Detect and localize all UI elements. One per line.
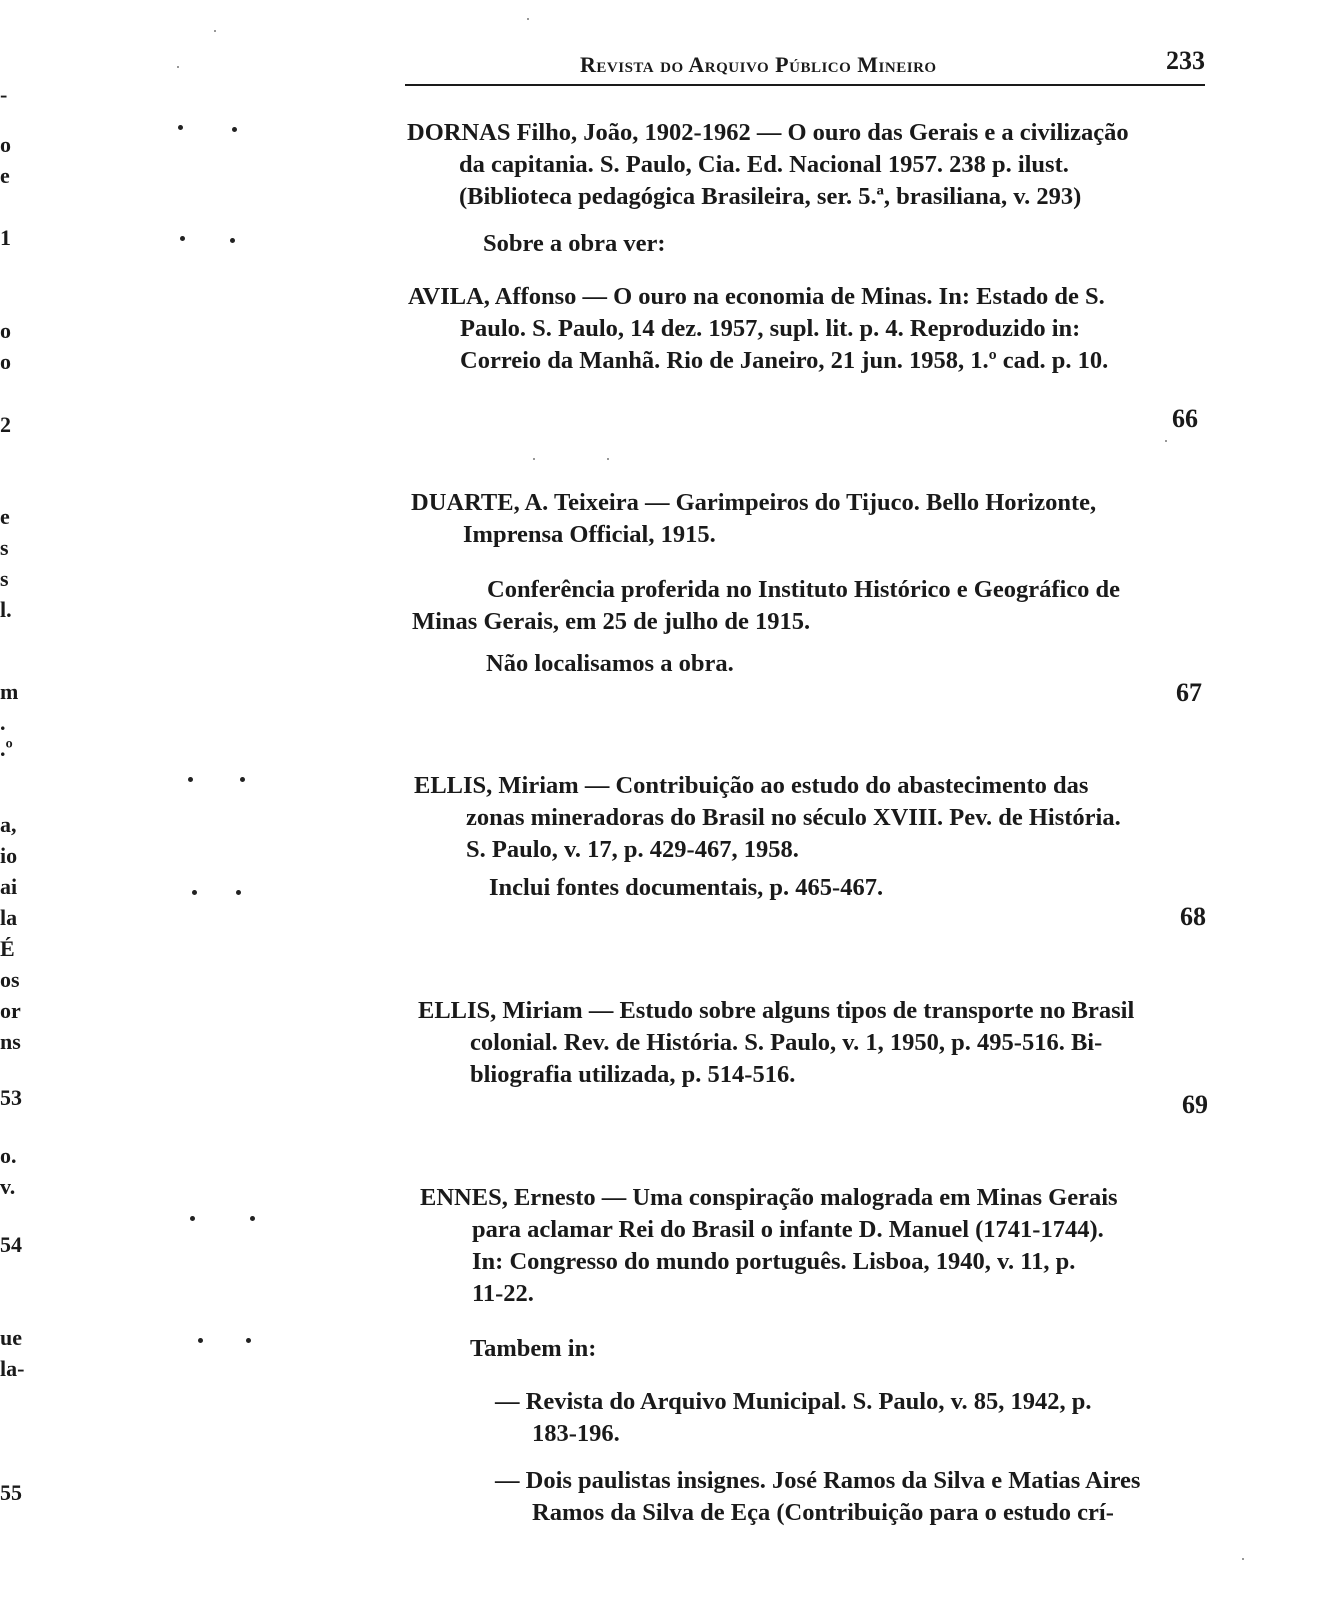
bibliography-entry	[420, 1182, 1118, 1310]
scan-dot	[232, 127, 237, 132]
scan-speck	[214, 30, 216, 32]
margin-fragment: a,	[0, 812, 17, 837]
scan-dot	[190, 1216, 195, 1221]
entry-number: 67	[1176, 678, 1202, 707]
margin-fragment: 55	[0, 1480, 22, 1505]
scan-speck	[177, 66, 179, 68]
entry-line: da capitania. S. Paulo, Cia. Ed. Nacional 1957. 238 p. ilust.	[459, 151, 1069, 178]
bibliography-entry	[414, 770, 1121, 866]
entry-line: (Biblioteca pedagógica Brasileira, ser. 5.ª, brasiliana, v. 293)	[459, 183, 1082, 210]
entry-line: para aclamar Rei do Brasil o infante D. Manuel (1741-1744).	[472, 1216, 1104, 1243]
scan-speck	[527, 18, 529, 20]
scan-dot	[246, 1338, 251, 1343]
margin-fragment: e	[0, 504, 10, 529]
margin-fragment: 54	[0, 1232, 22, 1257]
scan-speck	[1165, 440, 1167, 442]
bibliography-entry	[408, 281, 1108, 377]
margin-fragment: la	[0, 905, 18, 930]
entry-line: 11-22.	[472, 1280, 534, 1307]
margin-fragment: s	[0, 566, 9, 591]
entry-line: Paulo. S. Paulo, 14 dez. 1957, supl. lit. p. 4. Reproduzido in:	[460, 315, 1081, 342]
bibliography-entry	[418, 995, 1134, 1091]
margin-fragment: o	[0, 132, 11, 157]
scan-speck	[533, 458, 535, 460]
entry-note: Não localisamos a obra.	[486, 650, 734, 677]
margin-fragment: 53	[0, 1085, 22, 1110]
entry-line: ENNES, Ernesto — Uma conspiração malograda em Minas Gerais	[420, 1184, 1118, 1211]
entry-number: 66	[1172, 404, 1198, 433]
entry-number: 68	[1180, 902, 1206, 931]
sub-item	[495, 1386, 1092, 1450]
running-header	[405, 44, 1205, 88]
margin-fragment: ai	[0, 874, 18, 899]
entry-line: Imprensa Official, 1915.	[463, 521, 716, 548]
header-rule	[405, 84, 1205, 86]
scan-dot	[250, 1216, 255, 1221]
margin-fragment: .º	[0, 736, 13, 761]
margin-fragment: io	[0, 843, 18, 868]
margin-fragment: 1	[0, 225, 11, 250]
entry-note: Conferência proferida no Instituto Histórico e Geográfico de	[487, 576, 1121, 603]
scan-dot	[236, 890, 241, 895]
scan-dot	[192, 890, 197, 895]
margin-fragment: m	[0, 679, 19, 704]
entry-line: In: Congresso do mundo português. Lisboa, 1940, v. 11, p.	[472, 1248, 1076, 1275]
scan-speck	[1242, 1558, 1244, 1560]
entry-line: zonas mineradoras do Brasil no século XVIII. Pev. de História.	[466, 804, 1121, 831]
entry-line: DUARTE, A. Teixeira — Garimpeiros do Tijuco. Bello Horizonte,	[411, 489, 1097, 516]
entry-line: S. Paulo, v. 17, p. 429-467, 1958.	[466, 836, 799, 863]
entry-note: Inclui fontes documentais, p. 465-467.	[489, 874, 884, 901]
scan-dot	[198, 1338, 203, 1343]
scan-dot	[180, 236, 185, 241]
margin-fragment: ns	[0, 1029, 21, 1054]
margin-fragment: s	[0, 535, 9, 560]
entry-line: Correio da Manhã. Rio de Janeiro, 21 jun. 1958, 1.º cad. p. 10.	[460, 347, 1109, 374]
entry-line: colonial. Rev. de História. S. Paulo, v. 1, 1950, p. 495-516. Bi-	[470, 1029, 1103, 1056]
margin-fragment: .	[0, 710, 6, 735]
page-number: 233	[1166, 46, 1205, 75]
margin-fragment: ue	[0, 1325, 22, 1350]
scan-dot	[178, 125, 183, 130]
margin-fragment: o	[0, 349, 11, 374]
margin-fragment: 2	[0, 412, 11, 437]
margin-fragment: e	[0, 163, 10, 188]
entry-line: bliografia utilizada, p. 514-516.	[470, 1061, 796, 1088]
margin-fragment: la-	[0, 1356, 25, 1381]
margin-fragment: l.	[0, 597, 12, 622]
scan-dot	[230, 238, 235, 243]
margin-fragment: -	[0, 82, 8, 107]
entry-note: Tambem in:	[470, 1335, 597, 1362]
scan-dot	[188, 777, 193, 782]
margin-fragment: É	[0, 936, 15, 961]
entry-line: ELLIS, Miriam — Contribuição ao estudo do abastecimento das	[414, 772, 1089, 799]
entry-line: ELLIS, Miriam — Estudo sobre alguns tipos de transporte no Brasil	[418, 997, 1135, 1024]
scan-dot	[240, 777, 245, 782]
entry-note: Minas Gerais, em 25 de julho de 1915.	[412, 608, 811, 635]
entry-line: DORNAS Filho, João, 1902-1962 — O ouro das Gerais e a civilização	[407, 119, 1129, 146]
margin-fragment: os	[0, 967, 20, 992]
entry-note: Sobre a obra ver:	[483, 230, 666, 257]
sub-item-line: Ramos da Silva de Eça (Contribuição para o estudo crí-	[532, 1499, 1114, 1526]
journal-title: Revista do Arquivo Público Mineiro	[580, 52, 937, 77]
sub-item-line: 183-196.	[532, 1420, 620, 1447]
margin-fragment: or	[0, 998, 21, 1023]
sub-item	[495, 1465, 1140, 1529]
margin-fragment: v.	[0, 1174, 16, 1199]
sub-item-line: — Revista do Arquivo Municipal. S. Paulo, v. 85, 1942, p.	[495, 1388, 1092, 1415]
bibliography-entry	[411, 487, 1096, 551]
margin-fragment: o.	[0, 1143, 17, 1168]
sub-item-line: — Dois paulistas insignes. José Ramos da Silva e Matias Aires	[495, 1467, 1141, 1494]
scan-speck	[607, 458, 609, 460]
margin-fragment: o	[0, 318, 11, 343]
entry-line: AVILA, Affonso — O ouro na economia de Minas. In: Estado de S.	[408, 283, 1105, 310]
entry-number: 69	[1182, 1090, 1208, 1119]
bibliography-entry	[407, 117, 1129, 213]
